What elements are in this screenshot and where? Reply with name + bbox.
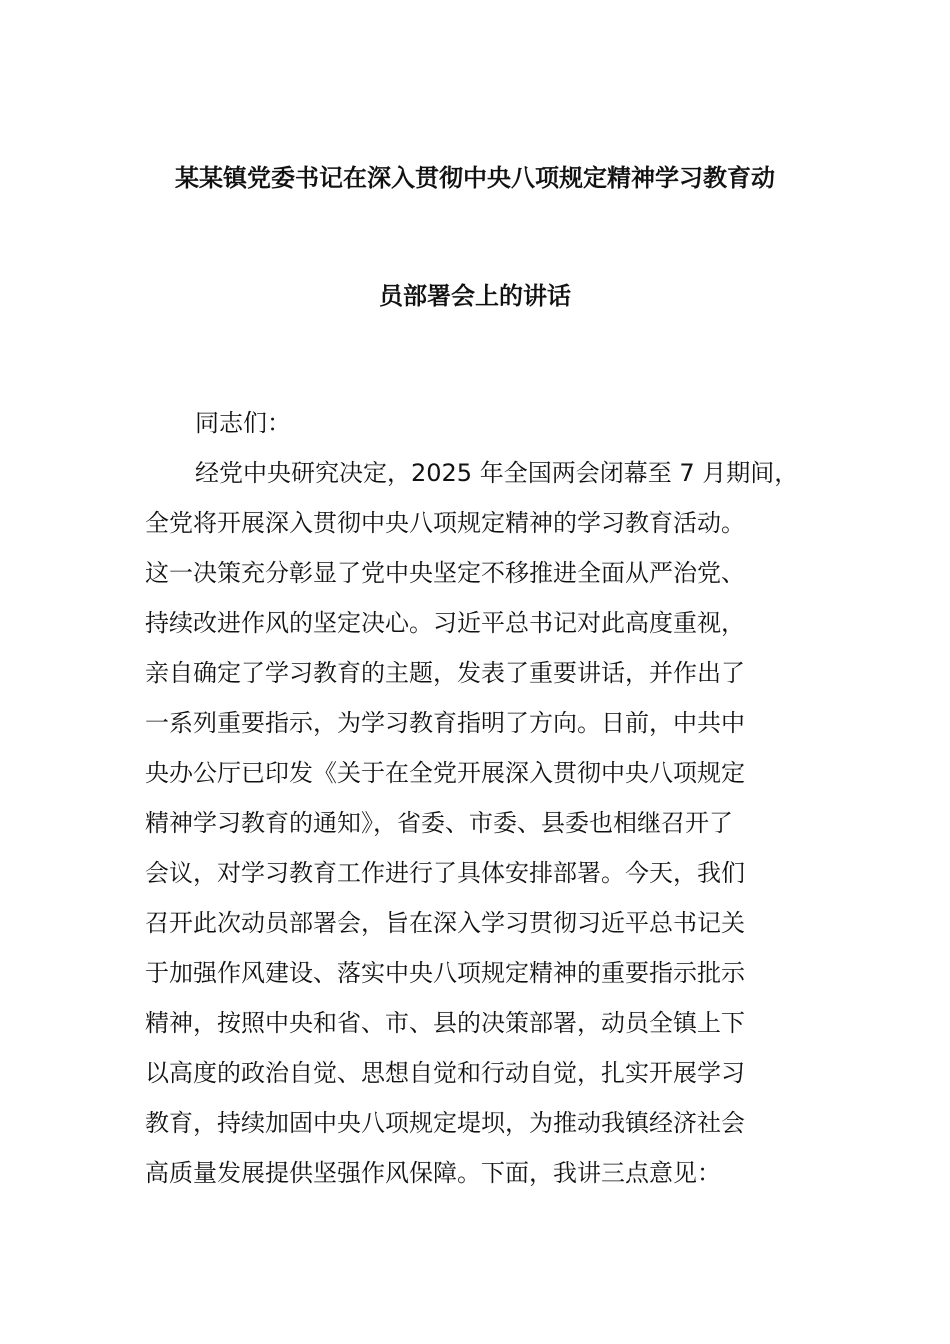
paragraph-line: 亲自确定了学习教育的主题，发表了重要讲话，并作出了 <box>145 659 745 687</box>
paragraph-line: 会议，对学习教育工作进行了具体安排部署。今天，我们 <box>145 859 745 887</box>
paragraph-line: 经党中央研究决定，2025 年全国两会闭幕至 7 月期间， <box>195 459 799 487</box>
paragraph-line: 教育，持续加固中央八项规定堤坝，为推动我镇经济社会 <box>145 1109 745 1137</box>
paragraph-line: 一系列重要指示，为学习教育指明了方向。日前，中共中 <box>145 709 745 737</box>
document-title-line-2: 员部署会上的讲话 <box>379 282 571 310</box>
document-title-line-1: 某某镇党委书记在深入贯彻中央八项规定精神学习教育动 <box>175 164 775 192</box>
paragraph-line: 持续改进作风的坚定决心。习近平总书记对此高度重视， <box>145 609 745 637</box>
paragraph-line: 精神学习教育的通知》，省委、市委、县委也相继召开了 <box>145 809 733 837</box>
paragraph-line: 央办公厅已印发《关于在全党开展深入贯彻中央八项规定 <box>145 759 745 787</box>
paragraph-line: 高质量发展提供坚强作风保障。下面，我讲三点意见： <box>145 1159 721 1187</box>
paragraph-line: 这一决策充分彰显了党中央坚定不移推进全面从严治党、 <box>145 559 745 587</box>
paragraph-line: 于加强作风建设、落实中央八项规定精神的重要指示批示 <box>145 959 745 987</box>
paragraph-line: 召开此次动员部署会，旨在深入学习贯彻习近平总书记关 <box>145 909 745 937</box>
paragraph-line: 精神，按照中央和省、市、县的决策部署，动员全镇上下 <box>145 1009 745 1037</box>
salutation: 同志们： <box>195 409 291 437</box>
body-paragraph <box>145 448 815 1198</box>
paragraph-line: 以高度的政治自觉、思想自觉和行动自觉，扎实开展学习 <box>145 1059 745 1087</box>
paragraph-line: 全党将开展深入贯彻中央八项规定精神的学习教育活动。 <box>145 509 745 537</box>
